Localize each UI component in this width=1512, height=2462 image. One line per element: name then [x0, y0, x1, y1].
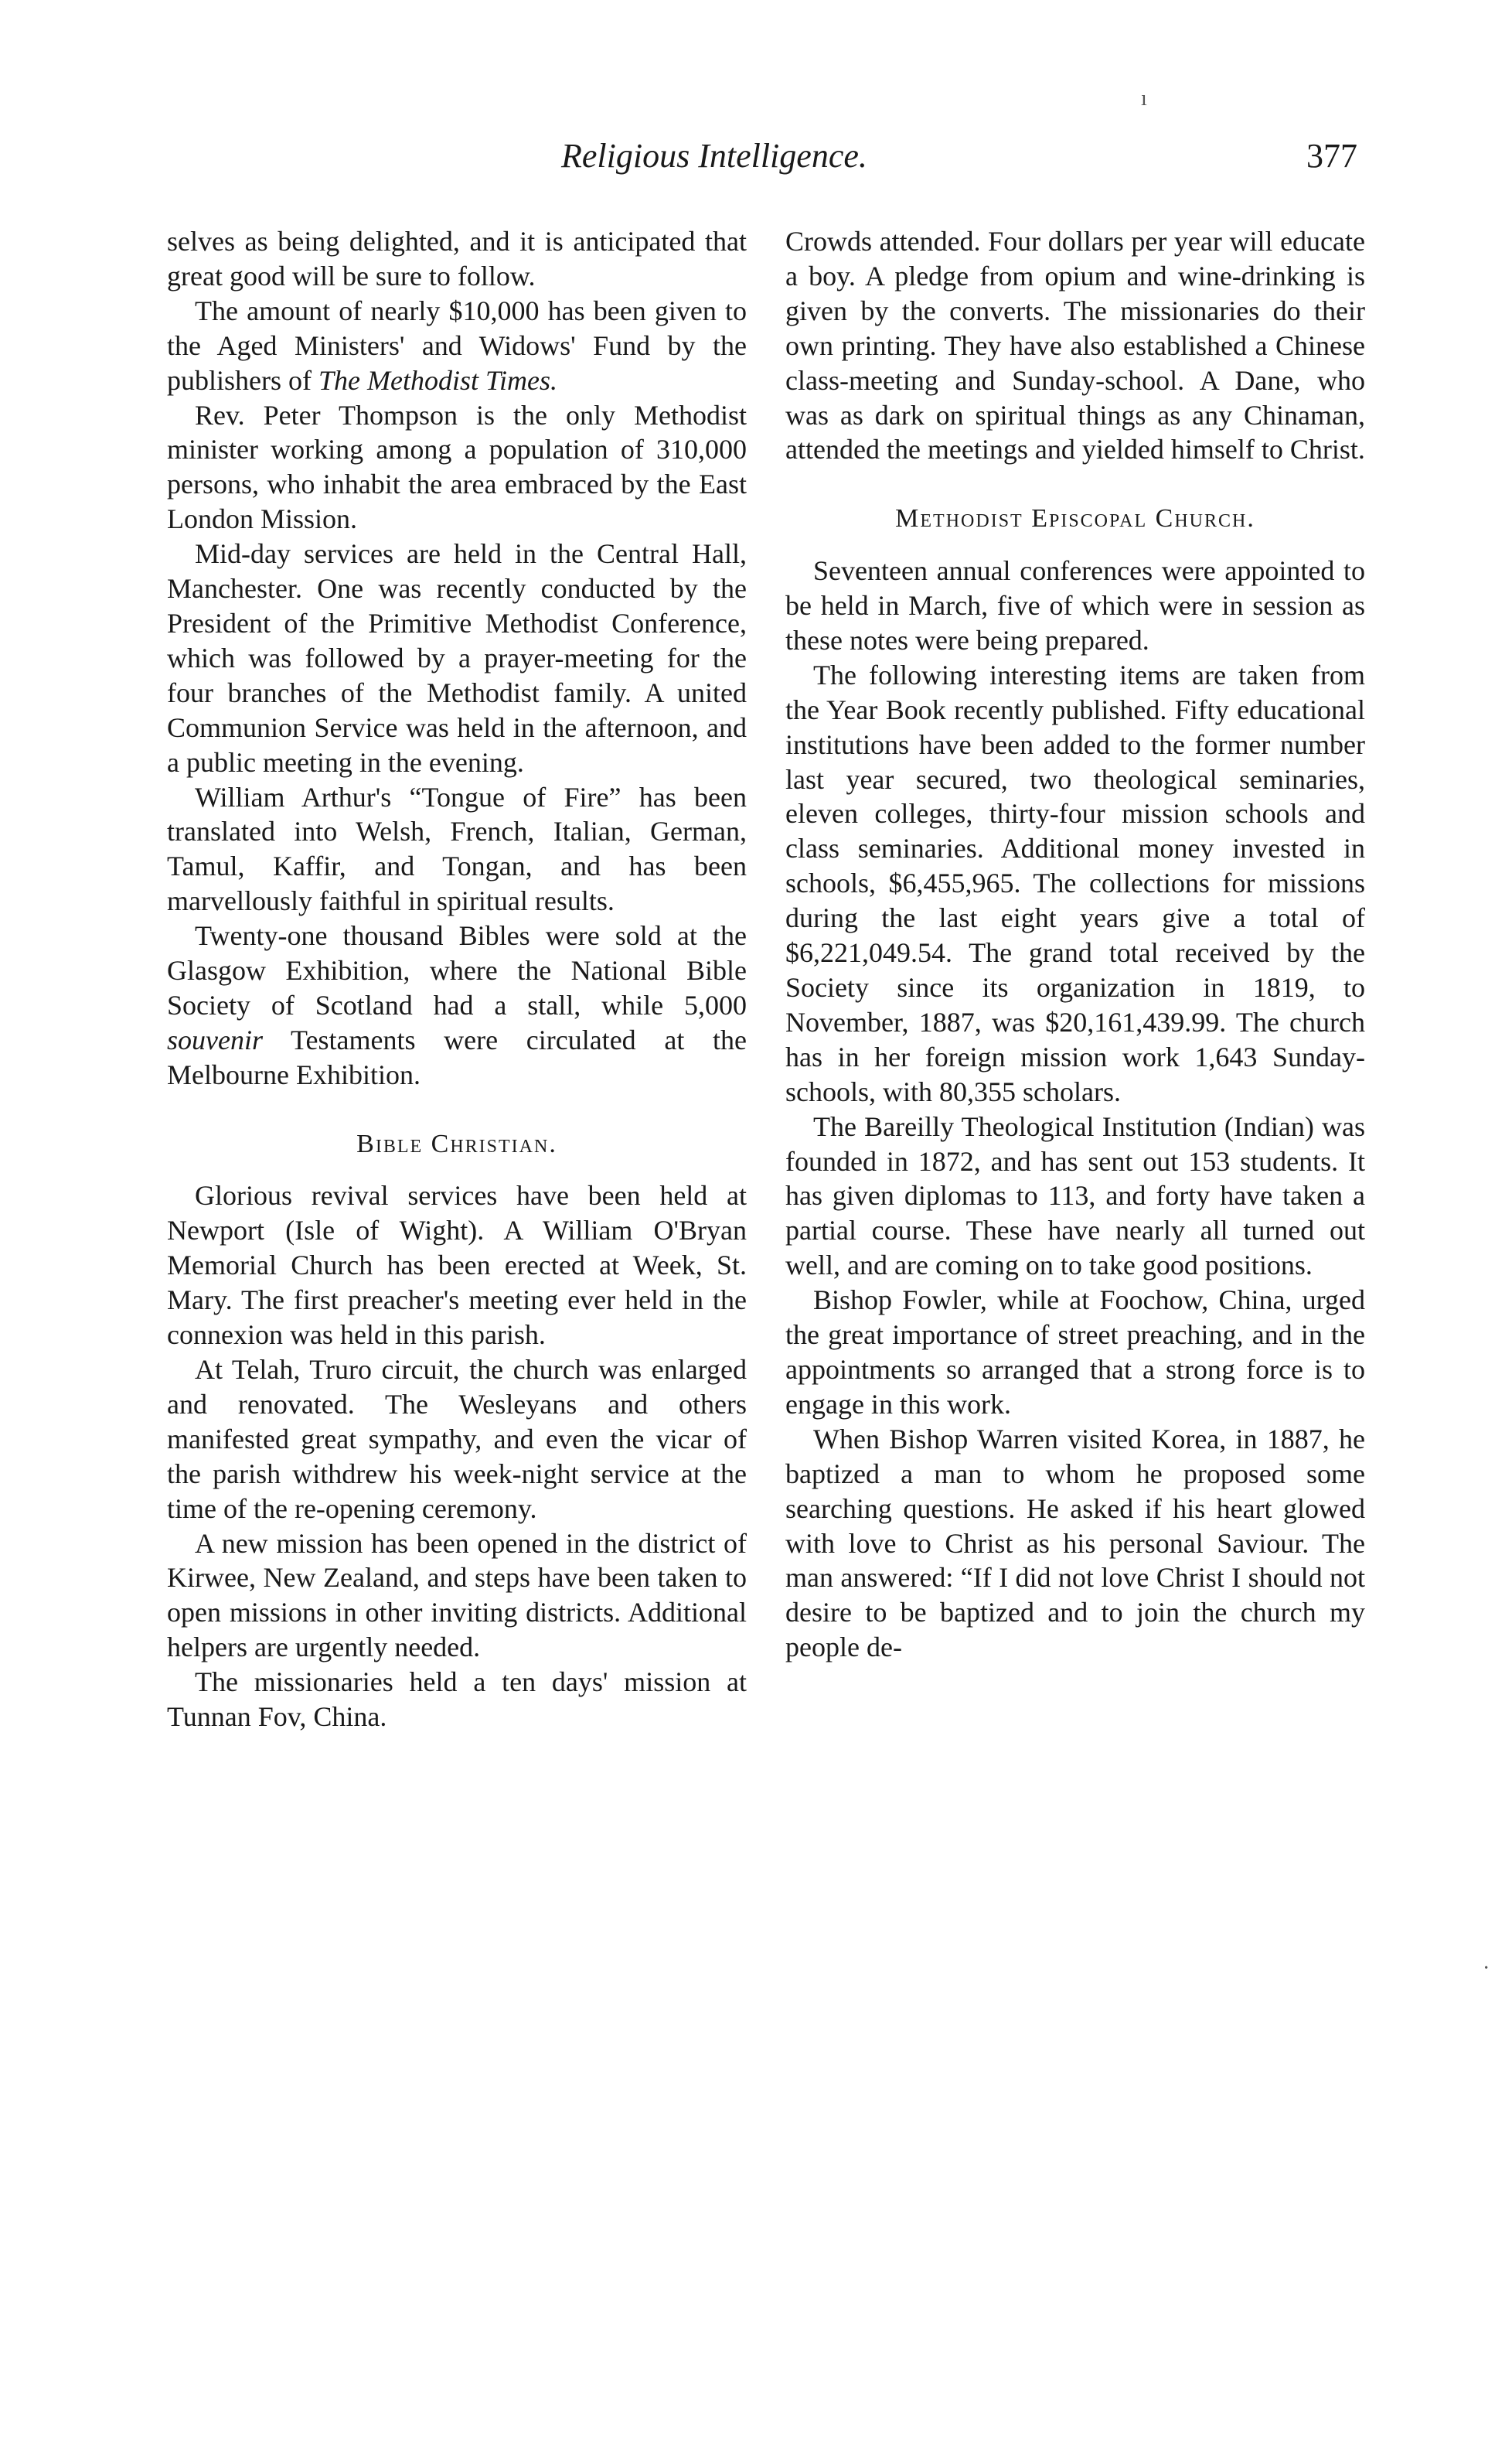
- italic-word: souvenir: [167, 1024, 263, 1055]
- right-column: [785, 224, 1365, 1665]
- paragraph: Crowds attended. Four dollars per year will educate a boy. A pledge from opium and wine-drinking is given by the converts. The missionaries do their own printing. They have also established a Chinese class-meeting and Sunday-school. A Dane, who was as dark on spiritual things as any Chinaman, attended the meetings and yielded himself to Christ.: [785, 226, 1365, 465]
- paragraph: The amount of nearly $10,000 has been given to the Aged Ministers' and Widows' Fund by the publishers of The Methodist Times.: [167, 295, 747, 396]
- stray-mark: ı: [1141, 87, 1147, 111]
- paragraph: The missionaries held a ten days' mission at Tunnan Fov, China.: [167, 1666, 747, 1733]
- spacer: [167, 1093, 747, 1127]
- paragraph: William Arthur's “Tongue of Fire” has been translated into Welsh, French, Italian, German, Tamul, Kaffir, and Tongan, and has been marvellously faithful in spiritual results.: [167, 781, 747, 917]
- paragraph: A new mission has been opened in the district of Kirwee, New Zealand, and steps have been taken to open missions in other inviting districts. Additional helpers are urgently needed.: [167, 1527, 747, 1663]
- paragraph: Seventeen annual conferences were appointed to be held in March, five of which were in session as these notes were being prepared.: [785, 555, 1365, 656]
- paragraph: At Telah, Truro circuit, the church was enlarged and renovated. The Wesleyans and others manifested great sympathy, and even the vicar of the parish withdrew his week-night service at the time of the re-opening ceremony.: [167, 1353, 747, 1524]
- spacer: [785, 467, 1365, 502]
- left-column: [167, 224, 747, 1734]
- paragraph: Twenty-one thousand Bibles were sold at the Glasgow Exhibition, where the National Bible Society of Scotland had a stall, while 5,000 souvenir Testaments were circulated at the Melbourne Exhibition.: [167, 920, 747, 1090]
- paragraph: Rev. Peter Thompson is the only Methodist minister working among a population of 310,000 persons, who inhabit the area embraced by the East London Mission.: [167, 399, 747, 535]
- section-heading-methodist-episcopal: Methodist Episcopal Church.: [895, 504, 1255, 534]
- spacer: [167, 1161, 747, 1178]
- section-heading-bible-christian: Bible Christian.: [356, 1129, 557, 1158]
- paragraph: Bishop Fowler, while at Foochow, China, urged the great importance of street preaching, and in the appointments so arranged that a strong force is to engage in this work.: [785, 1284, 1365, 1420]
- paragraph: The following interesting items are taken from the Year Book recently published. Fifty educational institutions have been added to the former number last year secured, two theological seminaries, eleven colleges, thirty-four mission schools and class seminaries. Additional money invested in schools, $6,455,965. The collections for missions during the last eight years give a total of $6,221,049.54. The grand total received by the Society since its organization in 1819, to November, 1887, was $20,161,439.99. The church has in her foreign mission work 1,643 Sunday-schools, with 80,355 scholars.: [785, 659, 1365, 1107]
- publication-title: The Methodist Times.: [318, 364, 557, 396]
- stray-mark: ·: [1483, 1956, 1490, 1980]
- paragraph: Mid-day services are held in the Central Hall, Manchester. One was recently conducted by the President of the Primitive Methodist Conference, which was followed by a prayer-meeting for the four branches of the Methodist family. A united Communion Service was held in the afternoon, and a public meeting in the evening.: [167, 538, 747, 778]
- paragraph: selves as being delighted, and it is anticipated that great good will be sure to follow.: [167, 226, 747, 292]
- paragraph: When Bishop Warren visited Korea, in 1887, he baptized a man to whom he proposed some searching questions. He asked if his heart glowed with love to Christ as his personal Saviour. The man answered: “If I did not love Christ I should not desire to be baptized and to join the church my people de-: [785, 1423, 1365, 1663]
- running-head: [167, 133, 1357, 179]
- spacer: [785, 537, 1365, 554]
- paragraph: The Bareilly Theological Institution (Indian) was founded in 1872, and has sent out 153 students. It has given diplomas to 113, and forty have taken a partial course. These have nearly all turned out well, and are coming on to take good positions.: [785, 1110, 1365, 1281]
- running-title: Religious Intelligence.: [561, 137, 867, 175]
- page-number: 377: [1306, 137, 1357, 175]
- paragraph: Glorious revival services have been held at Newport (Isle of Wight). A William O'Bryan Memorial Church has been erected at Week, St. Mary. The first preacher's meeting ever held in the connexion was held in this parish.: [167, 1180, 747, 1351]
